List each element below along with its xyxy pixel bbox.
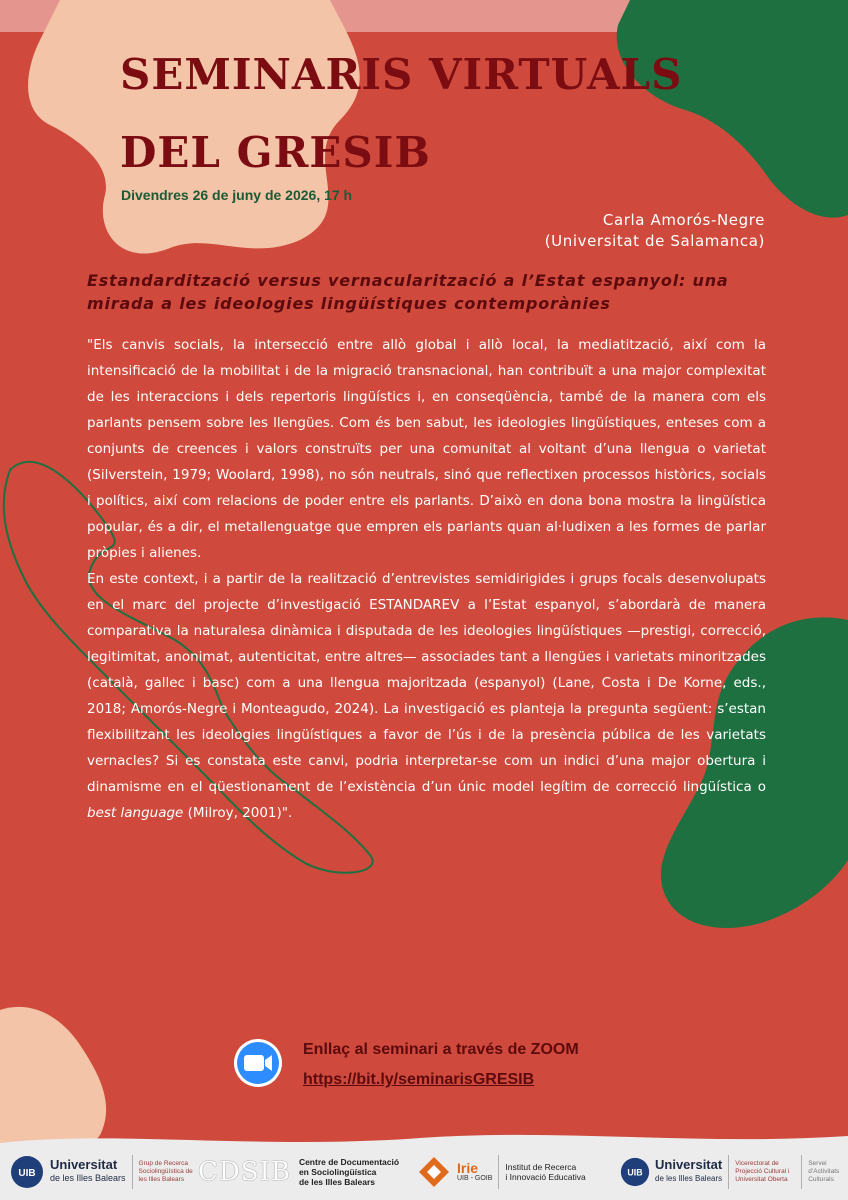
- irie-name: Irie: [457, 1160, 479, 1176]
- uib-seal-icon: [620, 1157, 650, 1187]
- zoom-camera-icon[interactable]: [233, 1038, 283, 1088]
- abstract-italic-term: best language: [87, 805, 184, 821]
- uib-seal-text: UIB: [18, 1167, 36, 1179]
- separator: [801, 1155, 802, 1189]
- irie-logo: [415, 1143, 586, 1200]
- cdsib-wordmark: CDSIB: [198, 1156, 291, 1187]
- cdsib-line-3: de les Illes Balears: [298, 1176, 376, 1187]
- title-line-1: SEMINARIS VIRTUALS: [120, 50, 683, 99]
- footer-logos: [0, 1143, 848, 1200]
- vice-rectorate-name: Vicerectorat de Projecció Cultural i Universitat Oberta: [735, 1159, 790, 1183]
- abstract: [87, 332, 766, 826]
- uib-name-bold: Universitat: [655, 1156, 723, 1172]
- irie-line-2: i Innovació Educativa: [505, 1171, 586, 1182]
- abstract-paragraph-1: "Els canvis socials, la intersecció entre allò global i allò local, la mediatització, així com la intensificació de la mobilitat i de la migració transnacional, han contribuït a una major complexitat de les interaccions i dels repertoris lingüístics i, en conseqüència, també de la manera com els parlants pensem sobre les llengües. Com és ben sabut, les ideologies lingüístiques, enteses com a conjunts de creences i valors construïts per una comunitat al voltant d’una llengua o varietat (Silverstein, 1979; Woolard, 1998), no són neutrals, sinó que reflectixen processos històrics, socials i polítics, així com relacions de poder entre els parlants. D’això en dona bona mostra la lingüística popular, és a dir, el metallenguatge que empren els parlants quan al·ludixen a les formes de parlar pròpies i alienes.: [87, 337, 766, 561]
- abstract-paragraph-2-text: En este context, i a partir de la realització d’entrevistes semidirigides i grups focals desenvolupats en el marc del projecte d’investigació ESTANDAREV a l’Estat espanyol, s’abordarà de manera comparativa la naturalesa dinàmica i disputada de les ideologies lingüístiques —prestigi, correcció, legitimitat, anonimat, autenticitat, entre altres— associades tant a llengües i varietats minoritzades (català, gallec i basc) com a una llengua majoritzada (espanyol) (Lane, Costa i De Korne, eds., 2018; Amorós-Negre i Monteagudo, 2024). La investigació es planteja la pregunta següent: s’estan flexibilitzant les ideologies lingüístiques a favor de l’ús i de la presència pública de les varietats vernacles? Si es constata este canvi, podria interpretar-se com un indici d’una major obertura i dinamisme en el qüestionament de l’existència d’un únic model legítim de correcció lingüística o: [87, 571, 766, 795]
- uib-vice-logo: [620, 1143, 842, 1200]
- zoom-link[interactable]: https://bit.ly/seminarisGRESIB: [303, 1071, 535, 1088]
- green-blob-top: [617, 0, 848, 218]
- abstract-paragraph-2-end: (Milroy, 2001)".: [183, 805, 293, 821]
- cdsib-line-1: Centre de Documentació: [298, 1156, 400, 1167]
- uib-group-logo: [10, 1143, 199, 1200]
- cdsib-line-2: en Sociolingüística: [298, 1166, 377, 1177]
- separator: [498, 1155, 499, 1189]
- title-line-2: DEL GRESIB: [120, 128, 431, 177]
- uib-seal-text: UIB: [627, 1167, 643, 1178]
- zoom-invite-text: Enllaç al seminari a través de ZOOM: [303, 1041, 579, 1058]
- cdsib-logo: [198, 1143, 399, 1200]
- abstract-paragraph-2: [87, 566, 766, 826]
- irie-sub: UIB - GOIB: [457, 1175, 493, 1182]
- speaker-name: Carla Amorós-Negre: [602, 211, 765, 229]
- uib-name-rest: de les Illes Balears: [50, 1173, 126, 1183]
- separator: [132, 1155, 133, 1189]
- peach-blob-top: [28, 0, 360, 254]
- event-date: Divendres 26 de juny de 2026, 17 h: [121, 187, 353, 203]
- separator: [728, 1155, 729, 1189]
- uib-name-bold: Universitat: [50, 1157, 118, 1172]
- cultural-service-name: Servei d’Activitats Culturals: [808, 1159, 840, 1183]
- uib-name-rest: de les Illes Balears: [655, 1173, 723, 1183]
- speaker-block: [545, 210, 765, 252]
- irie-symbol-icon: [415, 1155, 453, 1189]
- gresib-group-name: Grup de Recerca Sociolingüística de les Illes Balears: [138, 1159, 193, 1183]
- uib-seal-icon: [10, 1155, 44, 1189]
- irie-line-1: Institut de Recerca: [505, 1161, 577, 1172]
- speaker-affiliation: (Universitat de Salamanca): [544, 232, 765, 250]
- peach-blob-bottom: [0, 1007, 106, 1150]
- talk-title: Estandardització versus vernacularització a l’Estat espanyol: una mirada a les ideologies lingüístiques contemporànies: [87, 271, 729, 313]
